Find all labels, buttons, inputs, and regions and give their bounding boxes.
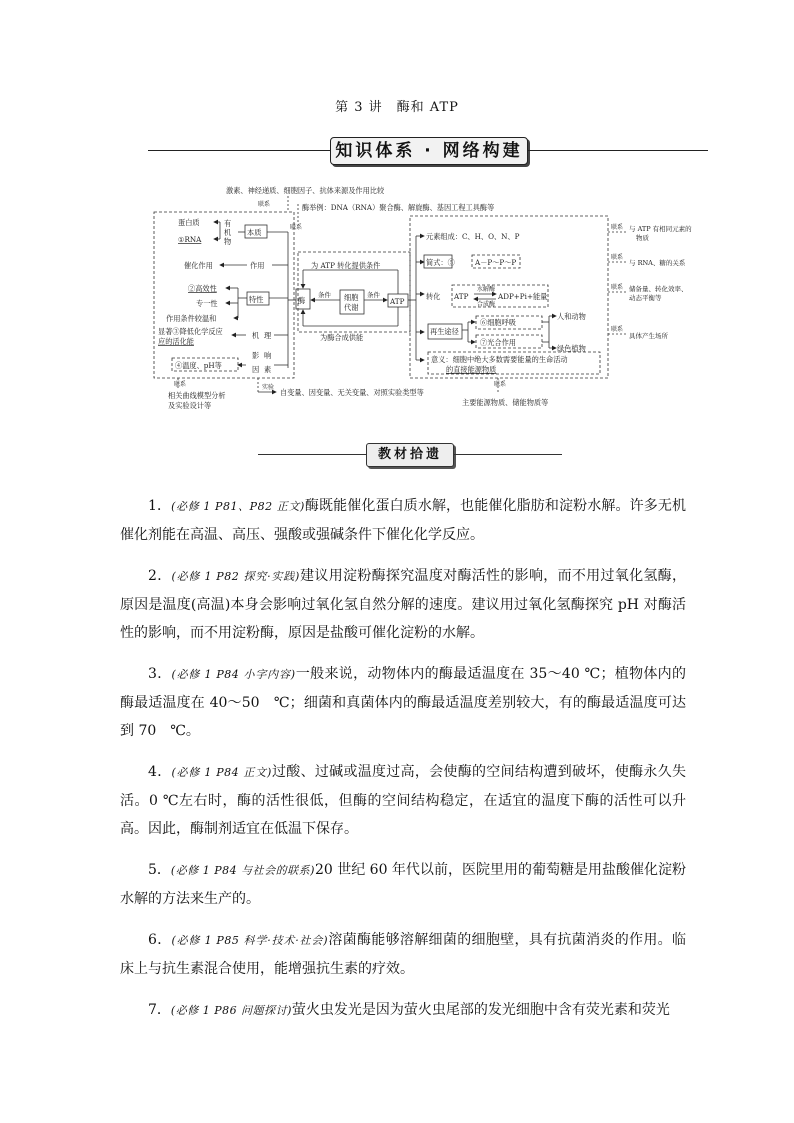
factor-yin: 因: [252, 365, 260, 374]
page-title: 第 3 讲 酶和 ATP: [335, 100, 459, 115]
factor-su: 素: [264, 365, 272, 374]
right-note-3b: 动态平衡等: [629, 294, 662, 302]
concept-map: [148, 182, 692, 417]
adp-label: ADP+Pi+能量: [498, 292, 548, 301]
mechanism-li: 理: [264, 331, 272, 340]
metabolism-1: 细胞: [344, 293, 359, 302]
right-note-4: 具体产生场所: [629, 332, 668, 340]
link-right-1: 联系: [611, 224, 624, 231]
paragraph-4: 4．(必修 1 P84 正文)过酸、过碱或温度过高，会使酶的空间结构遭到破坏，使酶永久失活。0 ℃左右时，酶的活性很低，但酶的空间结构稳定，在适宜的温度下酶的活性可以升高。因此，酶制剂适宜在低温下保存。: [120, 764, 686, 837]
paragraph-2: 2．(必修 1 P82 探究·实践)建议用淀粉酶探究温度对酶活性的影响，而不用过氧化氢酶，原因是温度(高温)本身会影响过氧化氢自然分解的速度。建议用过氧化氢酶探究 pH 对酶活性的影响，而不用淀粉酶，原因是盐酸可催化淀粉的水解。: [120, 568, 686, 641]
organic-2: 机: [224, 228, 232, 237]
banner-rule-right: [528, 150, 708, 151]
organic-1: 有: [224, 219, 232, 228]
significance-2: 的直接能源物质: [446, 365, 497, 374]
specificity-label: 专一性: [196, 299, 218, 308]
experiment-label: 实验: [262, 384, 275, 391]
factors-answer: ④温度、pH等: [175, 361, 222, 370]
protein-label: 蛋白质: [178, 218, 200, 227]
formula-prefix: 简式：⑤: [426, 258, 455, 267]
source-ref: (必修 1 P84 正文): [171, 766, 272, 779]
synthase-label: 合成酶: [477, 301, 496, 308]
plants-label: 绿色植物: [557, 344, 586, 353]
knowledge-banner: [148, 137, 708, 165]
function-node: 作用: [250, 261, 265, 270]
mechanism-ji: 机: [252, 331, 260, 340]
significance-1: 意义：细胞中绝大多数需要能量的生命活动: [431, 355, 568, 364]
condition-right: 条件: [367, 291, 380, 299]
banner-label: 知识体系 · 网络构建: [330, 137, 528, 165]
source-ref: (必修 1 P84 与社会的联系): [170, 864, 315, 877]
top-note: 激素、神经递质、细胞因子、抗体来源及作用比较: [226, 186, 385, 195]
curve-analysis-1: 相关曲线模型分析: [168, 391, 226, 400]
essence-node: 本质: [247, 228, 262, 237]
enzyme-examples: 酶举例：DNA（RNA）聚合酶、解旋酶、基因工程工具酶等: [302, 203, 495, 212]
element-composition: 元素组成：C、H、O、N、P: [426, 232, 520, 241]
curve-analysis-2: 及实验设计等: [168, 401, 212, 410]
mechanism-desc-1: 显著③降低化学反应: [158, 327, 223, 336]
energy-substances: 主要能源物质、储能物质等: [462, 398, 549, 407]
source-ref: (必修 1 P82 探究·实践): [171, 570, 300, 583]
property-node: 特性: [249, 295, 264, 304]
source-ref: (必修 1 P85 科学·技术·社会): [171, 934, 328, 947]
sub-rule-right: [454, 454, 562, 455]
conversion-label: 转化: [426, 292, 441, 301]
paragraph-1: 1．(必修 1 P81、P82 正文)酶既能催化蛋白质水解，也能催化脂肪和淀粉水解。许多无机催化剂能在高温、高压、强酸或强碱条件下催化化学反应。: [120, 498, 686, 543]
rna-answer: ①RNA: [178, 235, 202, 244]
paragraph-5: 5．(必修 1 P84 与社会的联系)20 世纪 60 年代以前，医院里用的葡萄糖是用盐酸催化淀粉水解的方法来生产的。: [120, 862, 686, 907]
link-examples: 联系: [290, 224, 303, 231]
right-note-2: 与 RNA、糖的关系: [629, 259, 686, 267]
link-top: 联系: [258, 201, 271, 208]
link-right-4: 联系: [611, 326, 624, 333]
link-bottom-right: 联系: [494, 381, 507, 388]
textbook-banner: [258, 442, 562, 466]
atp-condition-label: 为 ATP 转化提供条件: [311, 261, 381, 270]
right-note-3a: 储备量、转化效率、: [629, 285, 688, 293]
link-right-3: 联系: [611, 284, 624, 291]
paragraph-6: 6．(必修 1 P85 科学·技术·社会)溶菌酶能够溶解细菌的细胞壁，具有抗菌消炎的作用。临床上与抗生素混合使用，能增强抗生素的疗效。: [120, 932, 686, 977]
factor-ying: 影: [252, 351, 260, 360]
factor-xiang: 响: [264, 351, 272, 360]
atp-supplies-label: 为酶合成供能: [320, 333, 364, 342]
textbook-points: [120, 492, 686, 1038]
variables-label: 自变量、因变量、无关变量、对照实验类型等: [280, 388, 424, 397]
formula-answer: A－P～P～P: [475, 258, 517, 267]
catalysis-label: 催化作用: [184, 261, 213, 270]
mild-conditions-label: 作用条件较温和: [166, 314, 217, 323]
conversion-atp: ATP: [454, 292, 469, 301]
enzyme-node: 酶: [298, 296, 306, 305]
atp-node: ATP: [390, 297, 405, 306]
paragraph-7: 7．(必修 1 P86 问题探讨)萤火虫发光是因为萤火虫尾部的发光细胞中含有荧光素和荧光: [148, 1002, 670, 1018]
sub-rule-left: [258, 454, 366, 455]
source-ref: (必修 1 P81、P82 正文): [171, 500, 305, 513]
source-ref: (必修 1 P86 问题探讨): [170, 1004, 292, 1017]
paragraph-3: 3．(必修 1 P84 小字内容)一般来说，动物体内的酶最适温度在 35～40 ℃；植物体内的酶最适温度在 40～50 ℃；细菌和真菌体内的酶最适温度差别较大，有的酶最适温度可达到 70 ℃。: [120, 666, 686, 739]
section-label: 教材拾遗: [366, 443, 454, 467]
right-note-1b: 物质: [636, 234, 649, 242]
regeneration-label: 再生途径: [430, 327, 459, 336]
right-note-1a: 与 ATP 有相同元素的: [629, 225, 692, 233]
link-bottom-left: 联系: [174, 381, 187, 388]
link-right-2: 联系: [611, 254, 624, 261]
mechanism-desc-2: 应的活化能: [158, 337, 194, 346]
photosynthesis-answer: ⑦光合作用: [480, 338, 516, 347]
metabolism-2: 代谢: [344, 303, 359, 312]
organic-3: 物: [224, 237, 232, 246]
respiration-answer: ⑥细胞呼吸: [480, 318, 516, 327]
banner-rule-left: [148, 150, 330, 151]
animals-label: 人和动物: [557, 312, 586, 321]
efficiency-answer: ②高效性: [188, 284, 217, 293]
hydrolase-label: 水解酶: [477, 286, 496, 293]
condition-left: 条件: [318, 291, 331, 299]
source-ref: (必修 1 P84 小字内容): [171, 668, 296, 681]
